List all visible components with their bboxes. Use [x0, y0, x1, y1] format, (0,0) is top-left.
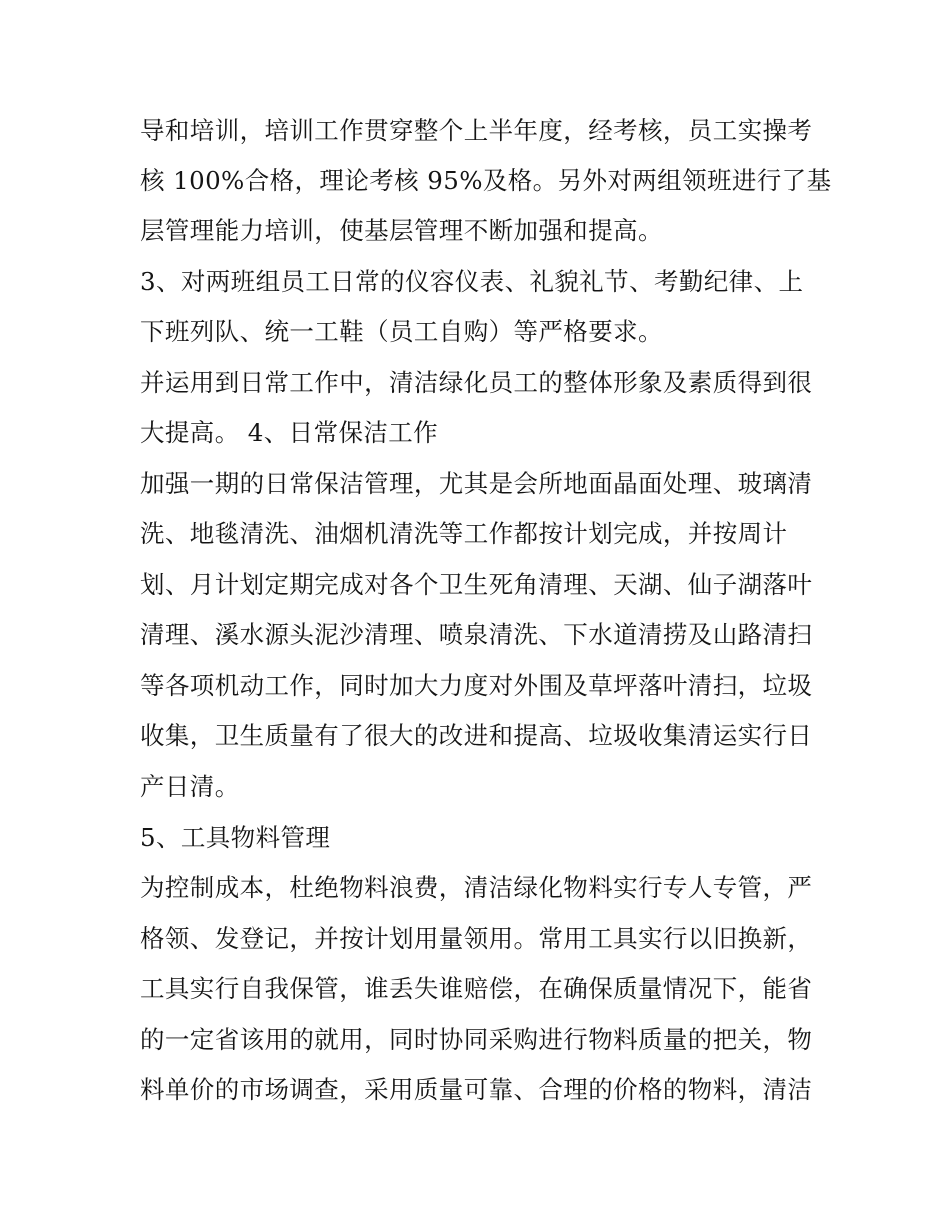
text-line: 产日清。: [140, 772, 240, 801]
text-line: 下班列队、统一工鞋（员工自购）等严格要求。: [140, 317, 663, 346]
text-line: 格领、发登记，并按计划用量领用。常用工具实行以旧换新，: [140, 924, 813, 953]
text-line: 核 100%合格，理论考核 95%及格。另外对两组领班进行了基: [140, 166, 832, 195]
text-line: 导和培训，培训工作贯穿整个上半年度，经考核，员工实操考: [140, 116, 813, 145]
text-line: 为控制成本，杜绝物料浪费，清洁绿化物料实行专人专管，严: [140, 873, 813, 902]
text-line: 加强一期的日常保洁管理，尤其是会所地面晶面处理、玻璃清: [140, 469, 813, 498]
text-line: 清理、溪水源头泥沙清理、喷泉清洗、下水道清捞及山路清扫: [140, 620, 813, 649]
text-line: 洗、地毯清洗、油烟机清洗等工作都按计划完成，并按周计: [140, 519, 788, 548]
text-line: 等各项机动工作，同时加大力度对外围及草坪落叶清扫，垃圾: [140, 671, 813, 700]
text-line: 工具实行自我保管，谁丢失谁赔偿，在确保质量情况下，能省: [140, 974, 813, 1003]
text-line: 层管理能力培训，使基层管理不断加强和提高。: [140, 216, 663, 245]
text-line: 3、对两班组员工日常的仪容仪表、礼貌礼节、考勤纪律、上: [140, 267, 804, 296]
text-line: 大提高。 4、日常保洁工作: [140, 418, 439, 447]
text-line: 料单价的市场调查，采用质量可靠、合理的价格的物料，清洁: [140, 1075, 813, 1104]
text-line: 收集，卫生质量有了很大的改进和提高、垃圾收集清运实行日: [140, 721, 813, 750]
text-line: 划、月计划定期完成对各个卫生死角清理、天湖、仙子湖落叶: [140, 570, 813, 599]
text-line: 5、工具物料管理: [140, 823, 331, 852]
text-line: 的一定省该用的就用，同时协同采购进行物料质量的把关，物: [140, 1025, 813, 1054]
text-line: 并运用到日常工作中，清洁绿化员工的整体形象及素质得到很: [140, 368, 813, 397]
